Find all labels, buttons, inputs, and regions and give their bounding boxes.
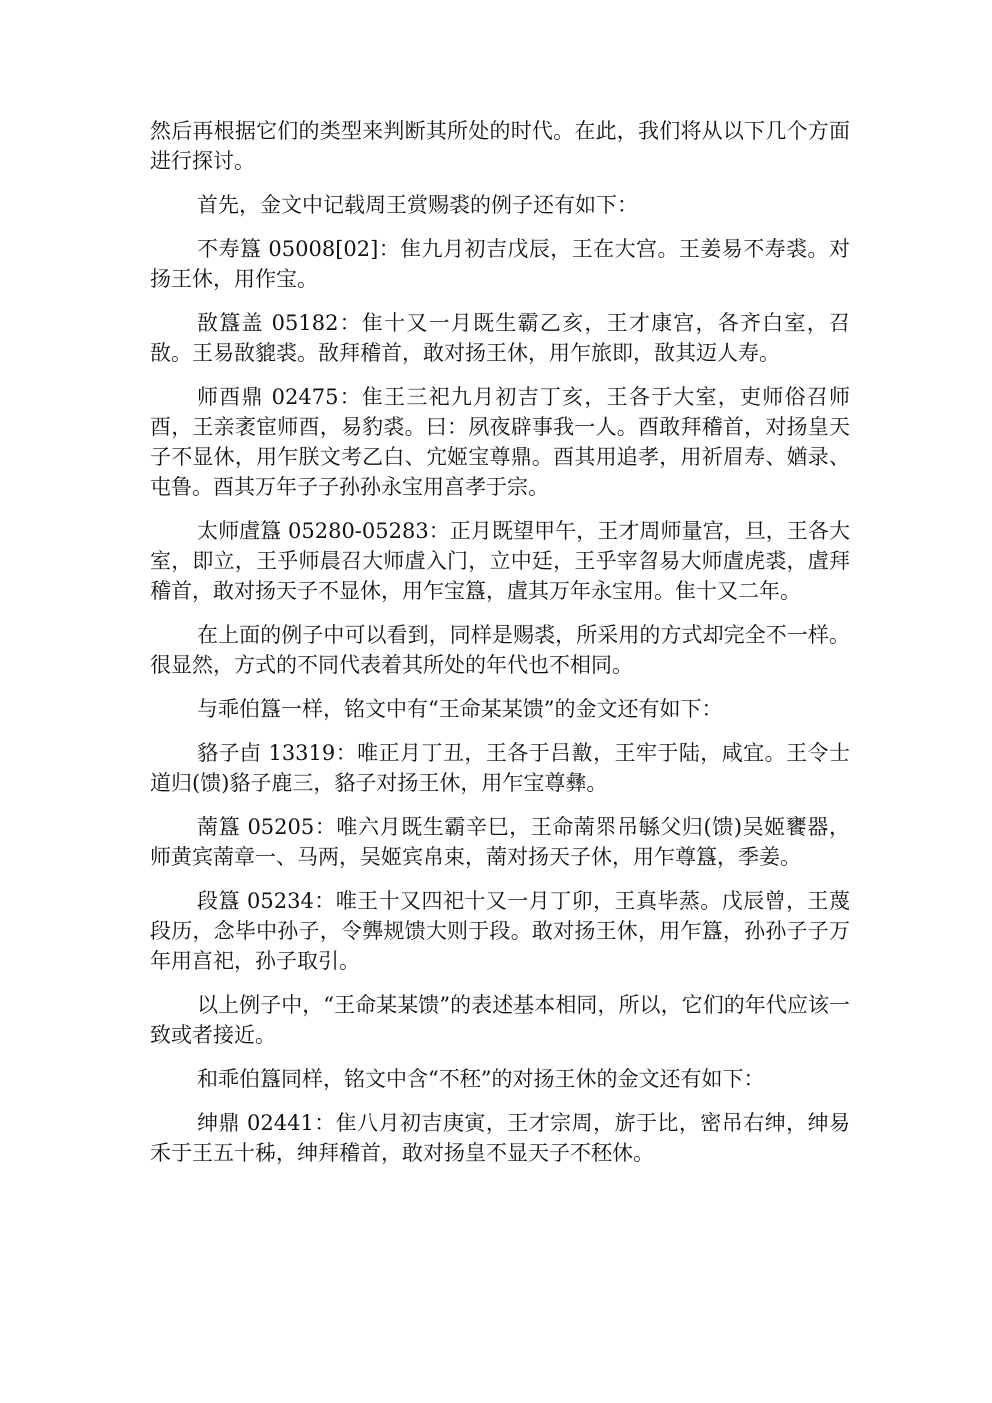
inscription-nan-gui: 萳簋 05205：唯六月既生霸辛巳，王命萳眔吊緐父归(馈)吴姬饔器，师黄宾萳章一、马两，吴姬宾帛束，萳对扬天子休，用乍尊簋，季姜。 [150,815,850,869]
inscription-shen-ding: 绅鼎 02441：隹八月初吉庚寅，王才宗周，旂于比，密吊右绅，绅易禾于王五十秭，绅拜稽首，敢对扬皇不显天子不秠休。 [150,1111,850,1165]
inscription-yu-gui-lid: 敔簋盖 05182：隹十又一月既生霸乙亥，王才康宫，各齐白室，召敔。王易敔貔裘。敔拜稽首，敢对扬王休，用乍旅即，敔其迈人寿。 [150,311,850,365]
inscription-shiyou-ding: 师酉鼎 02475：隹王三祀九月初吉丁亥，王各于大室，吏师俗召师酉，王亲袤宦师酉，易豹裘。曰：夙夜辟事我一人。酉敢拜稽首，对扬皇天子不显休，用乍朕文考乙白、宂姬宝尊鼎。酉其用追孝，用祈眉寿、媨录、屯鲁。酉其万年子子孙孙永宝用亯孝于宗。 [150,385,850,499]
paragraph-analysis-2: 以上例子中，“王命某某馈”的表述基本相同，所以，它们的年代应该一致或者接近。 [150,993,850,1047]
inscription-taishi-cuo-gui: 太师虘簋 05280-05283：正月既望甲午，王才周师量宫，旦，王各大室，即立，王乎师晨召大师虘入门，立中廷，王乎宰曶易大师虘虎裘，虘拜稽首，敢对扬天子不显休，用乍宝簋，虘其万年永宝用。隹十又二年。 [150,519,850,603]
paragraph-intro-pi: 和乖伯簋同样，铭文中含“不秠”的对扬王休的金文还有如下： [197,1067,765,1091]
inscription-mozi-you: 貉子卣 13319：唯正月丁丑，王各于吕敾，王牢于陆，咸宜。王令士道归(馈)貉子鹿三，貉子对扬王休，用乍宝尊彝。 [150,741,850,795]
document-page [150,116,850,1182]
paragraph-continuation: 然后再根据它们的类型来判断其所处的时代。在此，我们将从以下几个方面进行探讨。 [150,119,850,173]
paragraph-analysis-1: 在上面的例子中可以看到，同样是赐裘，所采用的方式却完全不一样。很显然，方式的不同代表着其所处的年代也不相同。 [150,623,850,677]
paragraph-intro: 首先，金文中记载周王赏赐裘的例子还有如下： [197,193,638,217]
inscription-bushou-gui: 不寿簋 05008[02]：隹九月初吉戊辰，王在大宫。王姜易不寿裘。对扬王休，用作宝。 [150,237,850,291]
inscription-duan-gui: 段簋 05234：唯王十又四祀十又一月丁卯，王真毕蒸。戊辰曾，王蔑段历，念毕中孙子，令龏规馈大则于段。敢对扬王休，用乍簋，孙孙子子万年用亯祀，孙子取引。 [150,889,850,973]
paragraph-intro-kui: 与乖伯簋一样，铭文中有“王命某某馈”的金文还有如下： [197,697,723,721]
